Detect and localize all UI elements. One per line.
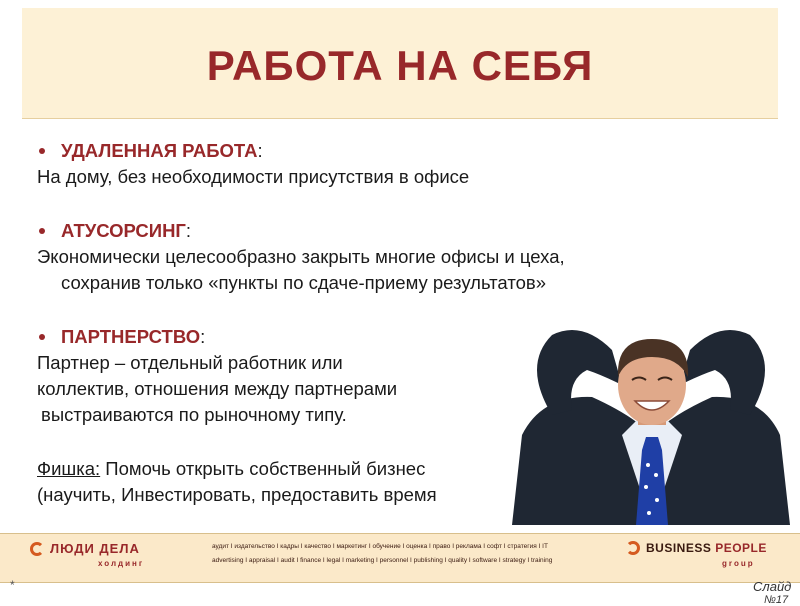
body-line: Экономически целесообразно закрыть многие офисы и цеха,	[37, 246, 565, 267]
footer-band	[0, 533, 800, 583]
lyudi-dela-logo: ЛЮДИ ДЕЛА	[30, 541, 140, 556]
title-band	[22, 8, 778, 119]
bullet-heading: ПАРТНЕРСТВО :	[37, 324, 717, 350]
business-people-subtitle: group	[722, 559, 755, 568]
bullet-icon	[39, 228, 45, 234]
body-line: выстраиваются по рыночному типу.	[41, 404, 347, 425]
bullet-icon	[39, 148, 45, 154]
businessman-illustration	[512, 325, 790, 525]
services-row-en: advertising I appraisal I audit I finance I legal I marketing I personnel I publishing I quality I software I strategy I training	[212, 557, 553, 564]
bullet-heading-text: ПАРТНЕРСТВО	[61, 326, 201, 347]
bullet-heading: АТУСОРСИНГ :	[37, 218, 717, 244]
body-line: На дому, без необходимости присутствия в офисе	[37, 166, 470, 187]
body-line: коллектив, отношения между партнерами	[37, 378, 398, 399]
slide-number: №17	[764, 594, 789, 606]
slide-marker: *	[10, 578, 15, 592]
bullet-heading-text: УДАЛЕННАЯ РАБОТА	[61, 140, 258, 161]
lyudi-dela-subtitle: холдинг	[98, 559, 145, 568]
fishka-line-2: (научить, Инвестировать, предоставить время	[37, 484, 437, 505]
bullet-heading-text: АТУСОРСИНГ	[61, 220, 186, 241]
services-row-ru: аудит I издательство I кадры I качество I маркетинг I обучение I оценка I право I реклама I софт I стратегия I IT	[212, 543, 548, 550]
body-line: Партнер – отдельный работник или	[37, 352, 343, 373]
body-line: сохранив только «пункты по сдаче-приему результатов»	[61, 272, 546, 293]
fishka-text: Помочь открыть собственный бизнес	[100, 458, 426, 479]
services-list	[212, 540, 592, 568]
bullet-icon	[39, 334, 45, 340]
logo-ring-icon	[30, 542, 44, 556]
bullet-heading: УДАЛЕННАЯ РАБОТА :	[37, 138, 717, 164]
fishka-label: Фишка:	[37, 458, 101, 479]
slide-label: Слайд	[753, 579, 792, 594]
logo-ring-icon	[626, 541, 640, 555]
business-people-logo: BUSINESS PEOPLE	[626, 541, 767, 555]
businessman-photo	[512, 325, 790, 525]
slide-title: РАБОТА НА СЕБЯ	[206, 42, 594, 89]
